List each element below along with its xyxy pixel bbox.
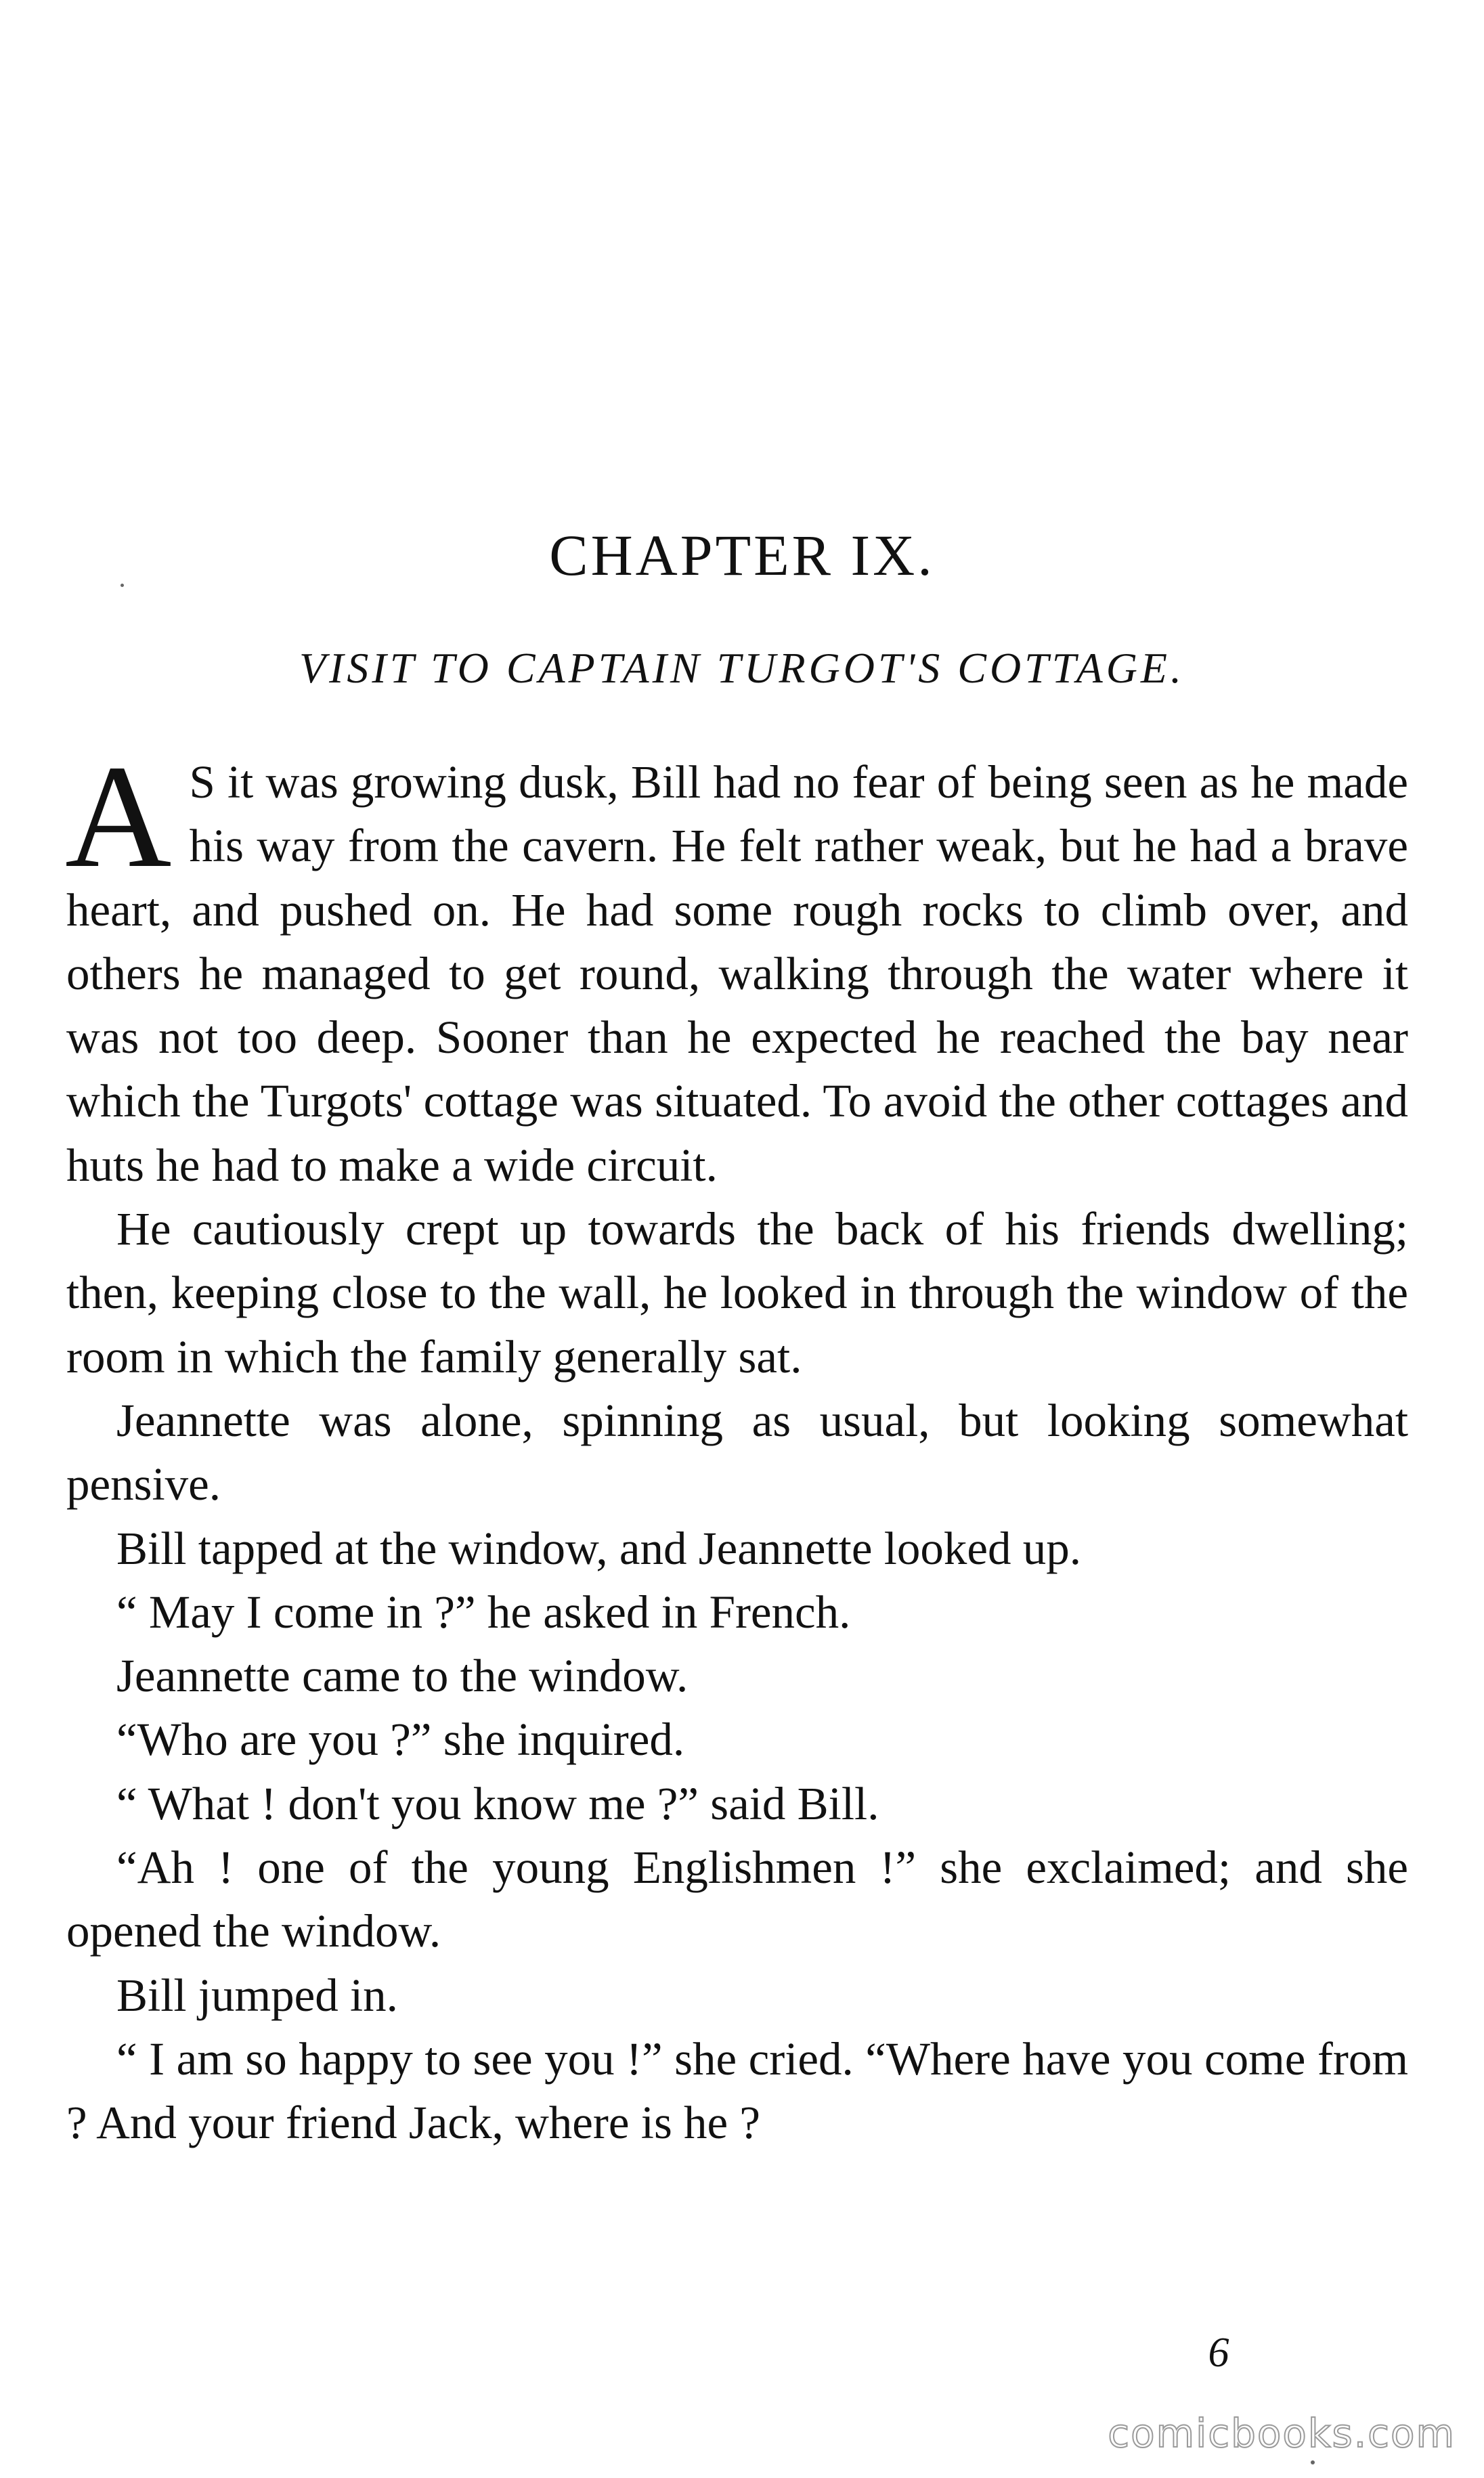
scan-speck — [1311, 2460, 1315, 2464]
paragraph-10: Bill jumped in. — [116, 1969, 398, 2021]
paragraph-5: “ May I come in ?” he asked in French. — [116, 1586, 851, 1638]
paragraph-1 — [65, 735, 1408, 1197]
page-number: 6 — [1208, 2330, 1229, 2376]
watermark: comicbooks.com — [1108, 2410, 1456, 2456]
paragraph-6: Jeannette came to the window. — [116, 1650, 689, 1702]
chapter-title: CHAPTER IX. — [549, 523, 935, 588]
paragraph-2: He cautiously crept up towards the back of his friends dwelling; then, keeping close to the wall, he looked in through the window of the room in which the family generally sat. — [66, 1203, 1408, 1383]
chapter-subtitle: VISIT TO CAPTAIN TURGOT'S COTTAGE. — [299, 644, 1185, 692]
paragraph-11: “ I am so happy to see you !” she cried. “Where have you come from ? And your friend Jack, where is he ? — [66, 2033, 1408, 2149]
paragraph-3: Jeannette was alone, spinning as usual, but looking somewhat pensive. — [66, 1394, 1408, 1510]
chapter-body — [65, 735, 1408, 2155]
drop-cap: A — [65, 735, 172, 898]
paragraph-8: “ What ! don't you know me ?” said Bill. — [116, 1777, 879, 1829]
paragraph-4: Bill tapped at the window, and Jeannette looked up. — [116, 1522, 1082, 1574]
paragraph-7: “Who are you ?” she inquired. — [116, 1714, 685, 1766]
paragraph-9: “Ah ! one of the young Englishmen !” she exclaimed; and she opened the window. — [66, 1842, 1408, 1957]
scan-speck — [121, 584, 124, 587]
paragraph-text: S it was growing dusk, Bill had no fear of being seen as he made his way from the cavern. He felt rather weak, but he had a brave heart, and pushed on. He had some rough rocks to climb over, and others he managed to get round, walking through the water where it was not too deep. Sooner than he expected he reached the bay near which the Turgots' cottage was situated. To avoid the other cottages and huts he had to make a wide circuit. — [66, 756, 1408, 1191]
